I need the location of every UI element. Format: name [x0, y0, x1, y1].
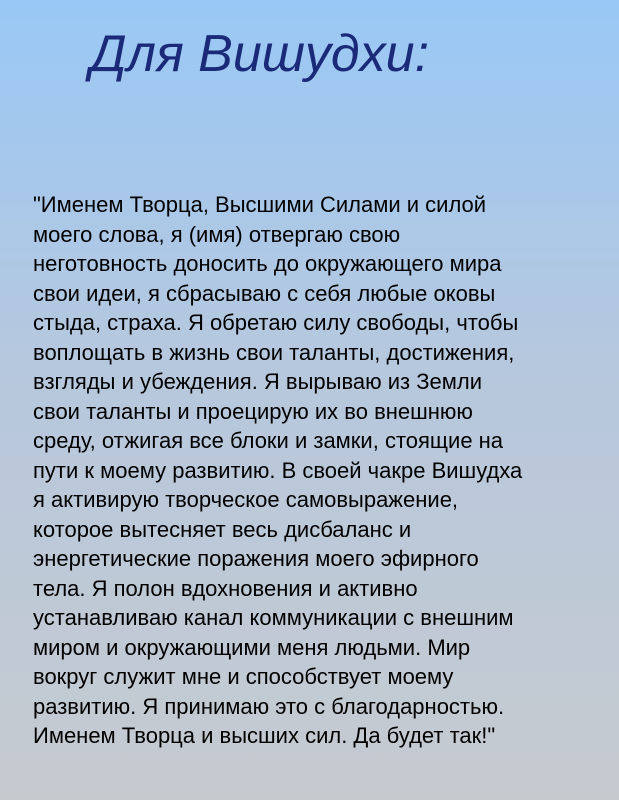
text-line: стыда, страха. Я обретаю силу свободы, чтобы: [33, 310, 519, 335]
text-line: воплощать в жизнь свои таланты, достижения,: [33, 339, 515, 365]
affirmation-text: [33, 190, 593, 751]
text-line: "Именем Творца, Высшими Силами и силой: [33, 192, 487, 217]
text-line: Именем Творца и высших сил. Да будет так!": [33, 723, 496, 748]
text-line: энергетические поражения моего эфирного: [33, 546, 479, 571]
text-line: устанавливаю канал коммуникации с внешним: [33, 605, 514, 630]
text-line: развитию. Я принимаю это с благодарностью.: [33, 693, 505, 719]
text-line: тела. Я полон вдохновения и активно: [33, 575, 418, 601]
text-line: среду, отжигая все блоки и замки, стоящие на: [33, 428, 504, 453]
text-line: свои таланты и проецирую их во внешнюю: [33, 398, 473, 424]
text-line: взгляды и убеждения. Я вырываю из Земли: [33, 369, 483, 394]
text-line: свои идеи, я сбрасываю с себя любые оковы: [33, 280, 496, 306]
text-line: миром и окружающими меня людьми. Мир: [33, 634, 471, 660]
slide-title: Для Вишудхи:: [90, 25, 430, 83]
text-line: моего слова, я (имя) отвергаю свою: [33, 221, 401, 247]
text-line: я активирую творческое самовыражение,: [33, 487, 459, 512]
text-line: вокруг служит мне и способствует моему: [33, 664, 454, 689]
text-line: пути к моему развитию. В своей чакре Вишудха: [33, 457, 523, 483]
text-line: которое вытесняет весь дисбаланс и: [33, 516, 412, 542]
text-line: неготовность доносить до окружающего мира: [33, 251, 502, 276]
